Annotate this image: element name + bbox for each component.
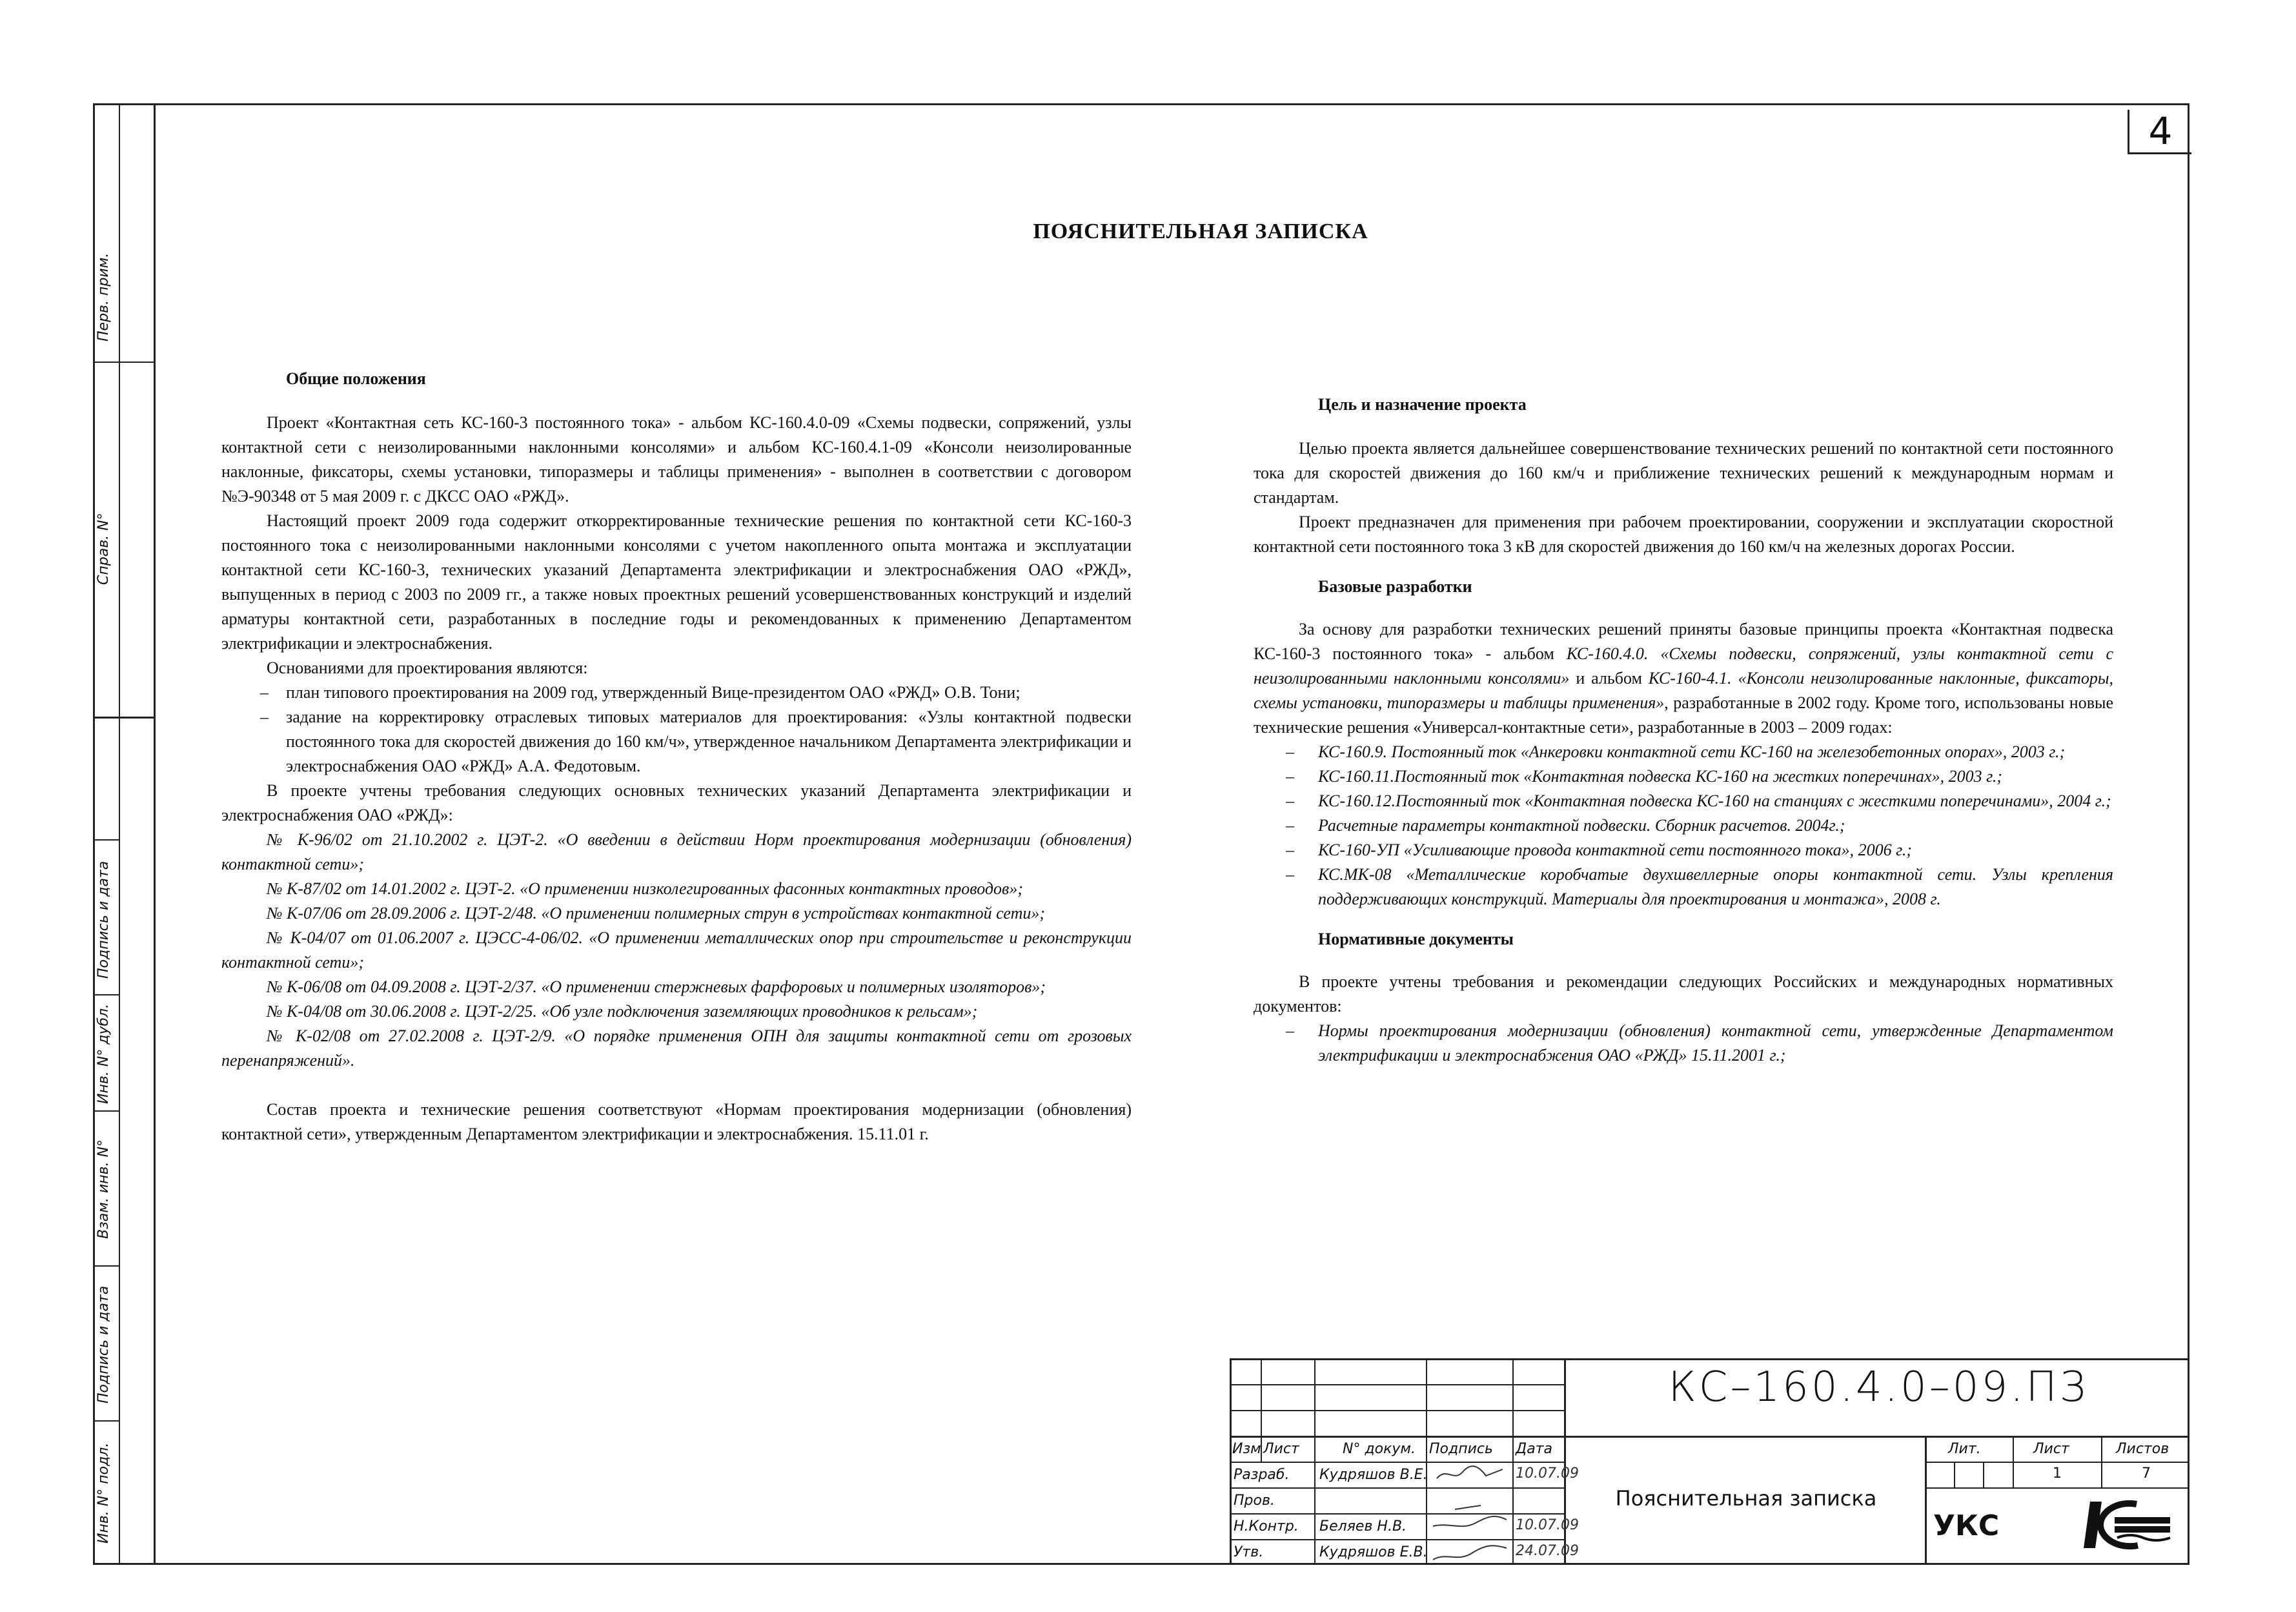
sprav-no-label: Справ. N° (96, 513, 112, 585)
col-header-doc: N° докум. (1343, 1441, 1416, 1457)
reference-item: № К-02/08 от 27.02.2008 г. ЦЭТ-2/9. «О порядке применения ОПН для защиты контактной сети от грозовых перенапряжений». (221, 1026, 1132, 1070)
organization-logo-icon (2078, 1498, 2175, 1555)
document-code: КС–160.4.0–09.ПЗ (1668, 1363, 2089, 1411)
section-heading: Общие положения (286, 369, 426, 388)
base-works-list (1254, 740, 2113, 912)
page-number: 4 (2128, 110, 2191, 154)
paragraph: Состав проекта и технические решения соответствуют «Нормам проектирования модернизации (обновления) контактной сети», утвержденным Департаментом электрификации и электроснабжения. 15.11.01 г. (221, 1100, 1132, 1143)
col-header-izm: Изм (1232, 1441, 1261, 1457)
frame-inner-left (154, 103, 156, 1565)
date-utv: 24.07.09 (1516, 1543, 1579, 1559)
date-nkontr: 10.07.09 (1516, 1517, 1579, 1533)
reference-item: № К-96/02 от 21.10.2002 г. ЦЭТ-2. «О введении в действии Норм проектирования модернизации (обновления) контактной сети»; (221, 830, 1132, 873)
reference-item: № К-04/08 от 30.06.2008 г. ЦЭТ-2/25. «Об узле подключения заземляющих проводников к рельсам»; (267, 1002, 978, 1021)
stamp-row (1230, 1410, 1564, 1411)
vzam-inv-label: Взам. инв. N° (96, 1139, 112, 1240)
side-divider (93, 362, 155, 363)
stamp-row (1925, 1487, 2189, 1489)
list-item: – Нормы проектирования модернизации (обновления) контактной сети, утвержденные Департаментом электрификации и электроснабжения ОАО «РЖД» 15.11.2001 г.; (1254, 1019, 2113, 1068)
reference-item: № К-07/06 от 28.09.2006 г. ЦЭТ-2/48. «О применении полимерных струн в устройствах контактной сети»; (267, 904, 1046, 923)
section-heading: Нормативные документы (1318, 930, 1514, 948)
list-item: – КС.МК-08 «Металлические коробчатые двухшвеллерные опоры контактной сети. Узлы крепления поддерживающих конструкций. Материалы для проектирования и монтажа», 2008 г. (1254, 862, 2113, 912)
text-run: и альбом (1569, 669, 1649, 688)
frame-stamp-col-divider (119, 103, 120, 1565)
sheets-value: 7 (2142, 1465, 2151, 1482)
sheet-value: 1 (2053, 1465, 2062, 1482)
name-razrab: Кудряшов В.Е. (1319, 1467, 1428, 1483)
normative-list (1254, 1019, 2113, 1068)
perv-prim-label: Перв. прим. (96, 252, 112, 342)
name-nkontr: Беляев Н.В. (1319, 1518, 1407, 1535)
organization-name: УКС (1933, 1509, 2000, 1542)
name-utv: Кудряшов Е.В. (1319, 1544, 1428, 1560)
stamp-col (1314, 1358, 1316, 1565)
signature-icon (1429, 1500, 1510, 1540)
reference-item: № К-04/07 от 01.06.2007 г. ЦЭСС-4-06/02. «О применении металлических опор при строительстве и реконструкции контактной сети»; (221, 928, 1132, 972)
side-divider (93, 1110, 119, 1112)
stamp-main-divider (1564, 1358, 1566, 1565)
stamp-row (1230, 1487, 1564, 1489)
stamp-row (1925, 1462, 2189, 1463)
side-divider (93, 1420, 119, 1422)
frame-top (93, 103, 2189, 105)
section-heading: Базовые разработки (1318, 577, 1472, 596)
stamp-col (1512, 1358, 1514, 1565)
date-razrab: 10.07.09 (1516, 1465, 1579, 1482)
reference-item: № К-06/08 от 04.09.2008 г. ЦЭТ-2/37. «О применении стержневых фарфоровых и полимерных изоляторов»; (267, 977, 1046, 996)
list-item: – задание на корректировку отраслевых типовых материалов для проектирования: «Узлы контактной подвески постоянного тока для скоростей движения до 160 км/ч», утвержденное начальником Департамента электрификации и электроснабжения ОАО «РЖД» А.А. Федотовым. (221, 705, 1132, 779)
stamp-col (1954, 1462, 1955, 1487)
text-run: За основу для разработки технических решений приняты базовые принципы проекта «Контактная подвеска КС-160-3 постоянного тока» - альбом (1254, 620, 2113, 663)
list-item: – Расчетные параметры контактной подвески. Сборник расчетов. 2004г.; (1254, 813, 2113, 838)
frame-left-outer (93, 103, 95, 1565)
sheets-label: Листов (2116, 1441, 2169, 1457)
stamp-top (1230, 1358, 2189, 1360)
text-run: , разработанные в 2002 году. Кроме того, использованы новые технические решения «Универсал-контактные сети», разработанные в 2003 – 2009 годах: (1254, 693, 2114, 737)
inv-dubl-label: Инв. N° дубл. (96, 1003, 112, 1105)
section-heading: Цель и назначение проекта (1318, 395, 1527, 414)
side-divider (93, 1265, 119, 1267)
list-item: – КС-160.9. Постоянный ток «Анкеровки контактной сети КС-160 на железобетонных опорах», 2003 г.; (1254, 740, 2113, 764)
paragraph: Настоящий проект 2009 года содержит откорректированные технические решения по контактной сети КС-160-3 постоянного тока с неизолированными наклонными консолями с учетом накопленного опыта монтажа и эксплуатации контактной сети КС-160-3, технических указаний Департамента электрификации и электроснабжения ОАО «РЖД», выпущенных в период с 2003 по 2009 гг., а также новых проектных решений усовершенствованных конструкций и изделий арматуры контактной сети, разработанных в последние годы и рекомендованных к применению Департаментом электрификации и электроснабжения. (221, 511, 1132, 653)
col-header-date: Дата (1516, 1441, 1552, 1457)
text-run: КС-160.4.0. «Схемы подвески, сопряжений, узлы контактной сети с неизолированными наклонными консолями» (1254, 644, 2113, 688)
list-item: – план типового проектирования на 2009 год, утвержденный Вице-президентом ОАО «РЖД» О.В. Тони; (221, 680, 1132, 705)
reference-item: № К-87/02 от 14.01.2002 г. ЦЭТ-2. «О применении низколегированных фасонных контактных проводов»; (267, 879, 1023, 898)
signature-icon (1434, 1463, 1505, 1489)
stamp-right-divider (1925, 1436, 1927, 1565)
col-header-list: Лист (1263, 1441, 1299, 1457)
role-razrab: Разраб. (1234, 1467, 1290, 1483)
document-name: Пояснительная записка (1615, 1486, 1877, 1511)
signature-icon (1429, 1539, 1510, 1569)
podpis-data-label: Подпись и дата (96, 861, 112, 979)
side-divider (93, 839, 119, 841)
paragraph: Целью проекта является дальнейшее совершенствование технических решений по контактной сети постоянного тока для скоростей движения до 160 км/ч и приближение технических решений к международным нормам и стандартам. (1254, 439, 2113, 507)
side-divider (93, 994, 119, 995)
basis-list (221, 680, 1132, 779)
lit-label: Лит. (1948, 1441, 1981, 1457)
paragraph: В проекте учтены требования следующих основных технических указаний Департамента электрификации и электроснабжения ОАО «РЖД»: (221, 781, 1132, 824)
text-run: КС-160-4.1. «Консоли неизолированные наклонные, фиксаторы, схемы установки, типоразмеры и таблицы применения» (1254, 669, 2113, 712)
stamp-col (1983, 1462, 1984, 1487)
paragraph: В проекте учтены требования и рекомендации следующих Российских и международных нормативных документов: (1254, 972, 2113, 1015)
left-column (221, 367, 1132, 1147)
stamp-row (1230, 1462, 1564, 1463)
page-title: ПОЯСНИТЕЛЬНАЯ ЗАПИСКА (1033, 219, 1368, 243)
paragraph: Основаниями для проектирования являются: (267, 658, 588, 677)
podpis-data-label: Подпись и дата (96, 1285, 112, 1403)
role-nkontr: Н.Контр. (1234, 1518, 1299, 1535)
stamp-col (1426, 1358, 1427, 1565)
list-item: – КС-160.11.Постоянный ток «Контактная подвеска КС-160 на жестких поперечинах», 2003 г.; (1254, 764, 2113, 789)
list-item: – КС-160-УП «Усиливающие провода контактной сети постоянного тока», 2006 г.; (1254, 838, 2113, 862)
role-prov: Пров. (1234, 1493, 1275, 1509)
side-divider (93, 717, 155, 719)
stamp-row (1230, 1384, 1564, 1385)
paragraph (1254, 617, 2113, 740)
stamp-row (1230, 1513, 1564, 1515)
paragraph: Проект предназначен для применения при рабочем проектировании, сооружении и эксплуатации скоростной контактной сети постоянного тока 3 кВ для скоростей движения до 160 км/ч на железных дорогах России. (1254, 513, 2113, 556)
col-header-sign: Подпись (1429, 1441, 1493, 1457)
stamp-row (1230, 1539, 1564, 1540)
right-column (1254, 393, 2113, 1068)
paragraph: Проект «Контактная сеть КС-160-3 постоянного тока» - альбом КС-160.4.0-09 «Схемы подвески, сопряжений, узлы контактной сети с неизолированными наклонными консолями» и альбом КС-160.4.1-09 «Консоли неизолированные наклонные, фиксаторы, схемы установки, типоразмеры и таблицы применения» - выполнен в соответствии с договором №Э-90348 от 5 мая 2009 г. с ДКСС ОАО «РЖД». (221, 413, 1132, 505)
role-utv: Утв. (1234, 1544, 1264, 1560)
frame-right (2188, 103, 2189, 1565)
sheet-label: Лист (2033, 1441, 2069, 1457)
list-item: – КС-160.12.Постоянный ток «Контактная подвеска КС-160 на станциях с жесткими поперечинами», 2004 г.; (1254, 789, 2113, 813)
stamp-code-bottom (1230, 1436, 2189, 1438)
stamp-col (2101, 1436, 2102, 1487)
frame-bottom (93, 1563, 2189, 1565)
inv-podl-label: Инв. N° подл. (96, 1442, 112, 1544)
stamp-col (2013, 1436, 2014, 1487)
